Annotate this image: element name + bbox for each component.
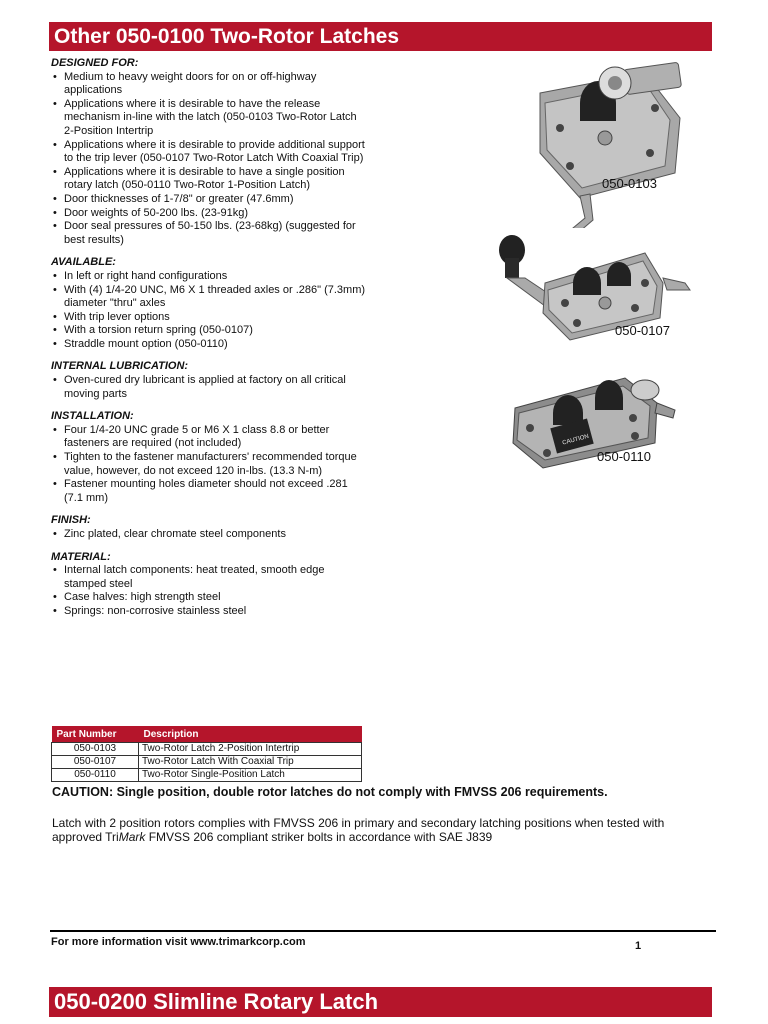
list-item: • Internal latch components: heat treated, smooth edge stamped steel <box>51 564 366 591</box>
section-material <box>51 551 366 619</box>
figure-latch-050-0103 <box>485 58 697 228</box>
list-item: • Case halves: high strength steel <box>51 591 366 605</box>
table-header-row <box>52 726 362 743</box>
column-header: Description <box>139 726 362 743</box>
note-text: Latch with 2 position rotors complies with FMVSS 206 in primary and secondary latching positions when tested with approved Tri <box>52 816 665 844</box>
description-cell: Two-Rotor Latch With Coaxial Trip <box>139 756 362 769</box>
list-item: • Applications where it is desirable to have the release mechanism in-line with the latch (050-0103 Two-Rotor Latch 2-Position Intertrip <box>51 98 366 139</box>
caution-notice: CAUTION: Single position, double rotor latches do not comply with FMVSS 206 requirements. <box>52 785 608 799</box>
next-section-banner <box>49 987 712 1017</box>
section-available <box>51 256 366 351</box>
figure-latch-050-0110 <box>485 358 697 473</box>
list-item: • With trip lever options <box>51 311 366 325</box>
footer-divider <box>50 930 716 932</box>
list-item: • Tighten to the fastener manufacturers' recommended torque value, however, do not exceed 120 in-lbs. (13.3 N-m) <box>51 451 366 478</box>
list-item: • Zinc plated, clear chromate steel components <box>51 528 366 542</box>
parts-table <box>51 726 362 782</box>
latch-illustration <box>485 58 697 228</box>
list-item: • Door thicknesses of 1-7/8" or greater (47.6mm) <box>51 193 366 207</box>
footer-link-text[interactable]: For more information visit www.trimarkcorp.com <box>51 936 306 948</box>
list-item: • With (4) 1/4-20 UNC, M6 X 1 threaded axles or .286" (7.3mm) diameter "thru" axles <box>51 284 366 311</box>
figure-label: 050-0107 <box>615 323 670 338</box>
brand-mark: Mark <box>118 830 146 844</box>
part-number-cell: 050-0110 <box>52 769 139 782</box>
description-cell: Two-Rotor Latch 2-Position Intertrip <box>139 743 362 756</box>
latch-illustration <box>485 228 697 358</box>
list-item: • Door seal pressures of 50-150 lbs. (23-68kg) (suggested for best results) <box>51 220 366 247</box>
part-number-cell: 050-0107 <box>52 756 139 769</box>
section-lubrication <box>51 360 366 401</box>
list-item: • Door weights of 50-200 lbs. (23-91kg) <box>51 207 366 221</box>
list-item: • In left or right hand configurations <box>51 270 366 284</box>
list-item: • Applications where it is desirable to have a single position rotary latch (050-0110 Two-Rotor 1-Position Latch) <box>51 166 366 193</box>
caution-plate-text: CAUTION <box>561 433 590 447</box>
section-heading: INTERNAL LUBRICATION: <box>51 360 189 373</box>
section-installation <box>51 410 366 505</box>
compliance-note <box>52 816 692 844</box>
section-heading: INSTALLATION: <box>51 410 134 423</box>
page-title-banner <box>49 22 712 51</box>
table-row <box>52 743 362 756</box>
next-section-title: 050-0200 Slimline Rotary Latch <box>54 989 379 1014</box>
section-heading: DESIGNED FOR: <box>51 57 139 69</box>
latch-illustration <box>485 358 697 473</box>
list-item: • Straddle mount option (050-0110) <box>51 338 366 352</box>
section-heading: AVAILABLE: <box>51 256 116 269</box>
page-number: 1 <box>635 940 642 952</box>
spec-column <box>51 57 366 628</box>
column-header: Part Number <box>52 726 139 743</box>
list-item: • Medium to heavy weight doors for on or off-highway applications <box>51 71 366 98</box>
list-item: • Fastener mounting holes diameter should not exceed .281 (7.1 mm) <box>51 478 366 505</box>
section-designed-for <box>51 57 366 247</box>
list-item: • Four 1/4-20 UNC grade 5 or M6 X 1 class 8.8 or better fasteners are required (not included) <box>51 424 366 451</box>
page-title: Other 050-0100 Two-Rotor Latches <box>54 25 400 48</box>
list-item: • Springs: non-corrosive stainless steel <box>51 605 366 619</box>
table-row <box>52 769 362 782</box>
section-heading: MATERIAL: <box>51 550 111 563</box>
figure-label: 050-0103 <box>602 176 657 191</box>
figure-latch-050-0107 <box>485 228 697 358</box>
section-heading: FINISH: <box>51 514 91 527</box>
part-number-cell: 050-0103 <box>52 743 139 756</box>
description-cell: Two-Rotor Single-Position Latch <box>139 769 362 782</box>
figure-label: 050-0110 <box>597 449 651 464</box>
table-row <box>52 756 362 769</box>
list-item: • With a torsion return spring (050-0107) <box>51 324 366 338</box>
list-item: • Applications where it is desirable to provide additional support to the trip lever (050-0107 Two-Rotor Latch With Coaxial Trip) <box>51 139 366 166</box>
note-text-end: FMVSS 206 compliant striker bolts in accordance with SAE J839 <box>145 830 493 844</box>
section-finish <box>51 514 366 541</box>
list-item: • Oven-cured dry lubricant is applied at factory on all critical moving parts <box>51 374 366 401</box>
